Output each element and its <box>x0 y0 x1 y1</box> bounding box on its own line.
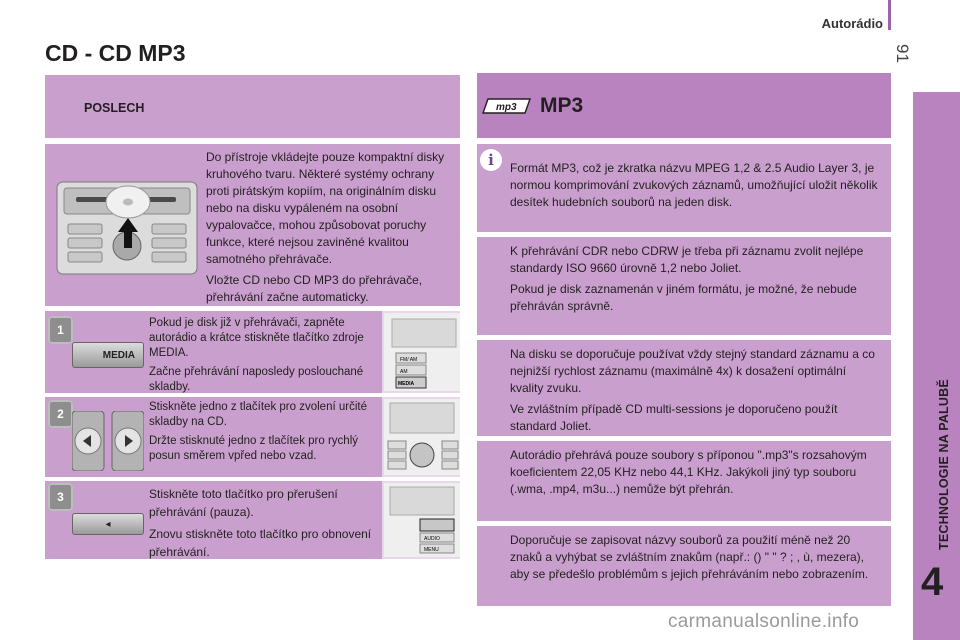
mp3-paragraph: Autorádio přehrává pouze soubory s příponou ".mp3"s rozsahovým koeficientem 22,05 KHz nebo 44,1 KHz. Jakýkoli jiný typ souboru (.wma, .mp4, m3u...) nemůže být přehrán. <box>510 448 867 496</box>
info-icon: i <box>480 149 502 171</box>
step-number-badge: 1 <box>48 316 73 344</box>
intro-paragraph: Vložte CD nebo CD MP3 do přehrávače, přehrávání začne automaticky. <box>206 273 423 304</box>
media-button-illustration <box>72 342 144 368</box>
step-number-badge: 3 <box>48 483 73 511</box>
step-paragraph: Stiskněte toto tlačítko pro přerušení přehrávání (pauza). <box>149 487 338 519</box>
mp3-block-text <box>510 346 882 435</box>
media-label: MEDIA <box>398 381 415 387</box>
step-paragraph: Pokud je disk již v přehrávači, zapněte autorádio a krátce stiskněte tlačítko zdroje MEDIA. <box>149 317 364 359</box>
menu-label: MENU <box>424 547 439 553</box>
step-paragraph: Začne přehrávání naposledy poslouchané skladby. <box>149 366 364 393</box>
mp3-block-text <box>510 532 882 583</box>
radio-panel-media-illustration <box>384 313 460 391</box>
media-button-label: MEDIA <box>102 349 135 361</box>
radio-cd-slot-illustration <box>56 180 198 276</box>
mp3-heading: MP3 <box>540 94 584 117</box>
chapter-sidebar <box>913 92 960 640</box>
step-2-text <box>149 400 381 464</box>
section-title: Autorádio <box>821 16 883 31</box>
step-paragraph: Znovu stiskněte toto tlačítko pro obnovení přehrávání. <box>149 527 372 559</box>
header-divider <box>888 0 891 30</box>
seek-buttons-illustration <box>72 411 144 471</box>
mp3-info-text: Formát MP3, což je zkratka názvu MPEG 1,2 & 2.5 Audio Layer 3, je normou komprimování zvukových záznamů, umožňující uložit několik desítek hudebních souborů na jeden disk. <box>510 161 878 209</box>
intro-text <box>206 149 454 306</box>
page-number: 91 <box>893 44 912 63</box>
mp3-paragraph: Na disku se doporučuje používat vždy stejný standard záznamu a co nejnižší rychlost záznamu (maximálně 4x) k dosažení optimální kvality zvuku. <box>510 347 875 395</box>
pause-button-illustration <box>72 513 144 535</box>
mp3-logo-text: mp3 <box>496 102 517 113</box>
page-title: CD - CD MP3 <box>45 40 186 66</box>
chapter-label: TECHNOLOGIE NA PALUBĚ <box>937 379 951 550</box>
step-3-text <box>149 485 381 561</box>
fm-label: FM/ AM <box>400 357 418 363</box>
radio-panel-seek-illustration <box>384 399 460 475</box>
audio-label: AUDIO <box>424 536 440 542</box>
pause-icon: ◂ <box>105 518 111 530</box>
step-1-text <box>149 316 379 395</box>
poslech-heading: POSLECH <box>84 101 145 115</box>
mp3-logo <box>482 98 532 114</box>
mp3-paragraph: K přehrávání CDR nebo CDRW je třeba při záznamu zvolit nejlépe standardy ISO 9660 úrovně 1,2 nebo Joliet. <box>510 244 864 275</box>
step-paragraph: Držte stisknuté jedno z tlačítek pro rychlý posun směrem vpřed nebo vzad. <box>149 435 358 462</box>
mp3-paragraph: Pokud je disk zaznamenán v jiném formátu, je možné, že nebude přehráván správně. <box>510 282 857 313</box>
mp3-paragraph: Doporučuje se zapisovat názvy souborů za použití méně než 20 znaků a vyhýbat se zvláštním znakům (např.: () " " ? ; , ù, mezera), aby se předešlo problémům s jejich přehráváním nebo zobrazením. <box>510 533 869 581</box>
chapter-number: 4 <box>921 560 944 604</box>
am-label: AM <box>400 369 408 375</box>
step-paragraph: Stiskněte jedno z tlačítek pro zvolení určité skladby na CD. <box>149 401 367 428</box>
mp3-block-text <box>510 243 882 315</box>
watermark: carmanualsonline.info <box>668 611 860 632</box>
step-number-badge: 2 <box>48 400 73 428</box>
mp3-paragraph: Ve zvláštním případě CD multi-sessions je doporučeno použít standard Joliet. <box>510 402 838 433</box>
radio-panel-pause-illustration <box>384 483 460 557</box>
mp3-block-text <box>510 447 882 498</box>
intro-paragraph: Do přístroje vkládejte pouze kompaktní disky kruhového tvaru. Některé systémy ochrany proti pirátským kopiím, na originálním disku nebo na disku vypáleném na osobní vypalovačce, mohou způsobovat poruchy funkce, které nejsou zaviněné kvalitou samotného přehrávače. <box>206 150 445 266</box>
